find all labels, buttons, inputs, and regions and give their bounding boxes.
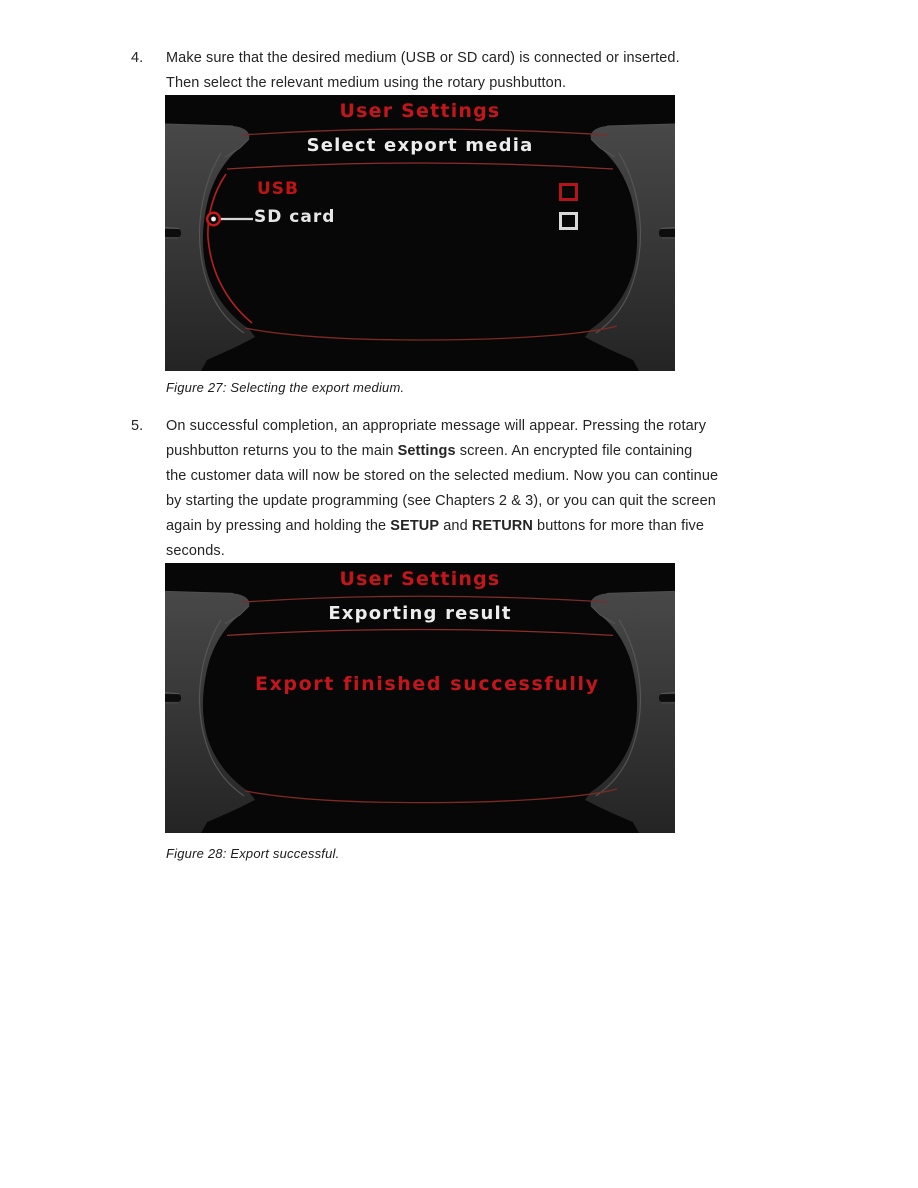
display-arc-divider: [227, 630, 613, 636]
menu-item-sd-card: SD card: [254, 207, 336, 227]
step-5-line-5: [166, 514, 718, 539]
annotation-dot-icon: [211, 217, 216, 222]
figure-27-caption: Figure 27: Selecting the export medium.: [166, 380, 405, 395]
mmi-screen-header: Exporting result: [328, 603, 512, 624]
figure-28-caption: Figure 28: Export successful.: [166, 846, 340, 861]
step-4-text: [166, 46, 680, 96]
step-4-line-2: Then select the relevant medium using the rotary pushbutton.: [166, 75, 567, 91]
step-5-line-5-pre: again by pressing and holding the: [166, 518, 391, 534]
step-5-line-1: On successful completion, an appropriate message will appear. Pressing the rotary: [166, 418, 707, 434]
step-5-line-2-pre: pushbutton returns you to the main: [166, 443, 398, 459]
step-5-bold-settings: Settings: [397, 443, 456, 459]
step-5-number: 5.: [131, 418, 144, 434]
mmi-status-message: Export finished successfully: [255, 673, 600, 695]
bezel-left-notch: [165, 228, 181, 239]
checkbox-usb: [559, 183, 578, 201]
step-5-bold-return: RETURN: [471, 518, 533, 534]
figure-27-mmi-screenshot: [165, 95, 675, 371]
step-5-line-4: by starting the update programming (see Chapters 2 & 3), or you can quit the screen: [166, 493, 716, 509]
step-4-line-1: Make sure that the desired medium (USB or SD card) is connected or inserted.: [166, 50, 680, 66]
step-5-line-5-mid: and: [439, 518, 472, 534]
step-5-line-3: the customer data will now be stored on the selected medium. Now you can continue: [166, 468, 719, 484]
bezel-right: [585, 124, 675, 371]
step-5-line-2-post: screen. An encrypted file containing: [455, 443, 693, 459]
bezel-right: [585, 591, 675, 833]
step-4-number: 4.: [131, 50, 144, 66]
checkbox-sd-card: [559, 212, 578, 230]
step-5-text: [166, 414, 718, 564]
mmi-screen-title: User Settings: [339, 100, 501, 122]
bezel-left: [165, 124, 255, 371]
display-arc-bottom: [245, 789, 617, 803]
display-arc-top: [242, 596, 608, 602]
step-5-line-6: seconds.: [166, 543, 225, 559]
step-5-bold-setup: SETUP: [390, 518, 440, 534]
step-5-line-2: [166, 439, 718, 464]
bezel-left: [165, 591, 255, 833]
mmi-screen-title: User Settings: [339, 568, 501, 590]
bezel-left-notch: [165, 693, 181, 703]
display-arc-bottom: [245, 326, 617, 340]
mmi-screen-header: Select export media: [306, 135, 534, 156]
figure-28-mmi-screenshot: [165, 563, 675, 833]
display-arc-divider: [227, 163, 613, 169]
menu-item-usb: USB: [257, 179, 300, 199]
step-5-line-5-post: buttons for more than five: [532, 518, 705, 534]
bezel-right-notch: [659, 228, 675, 239]
bezel-right-notch: [659, 693, 675, 703]
